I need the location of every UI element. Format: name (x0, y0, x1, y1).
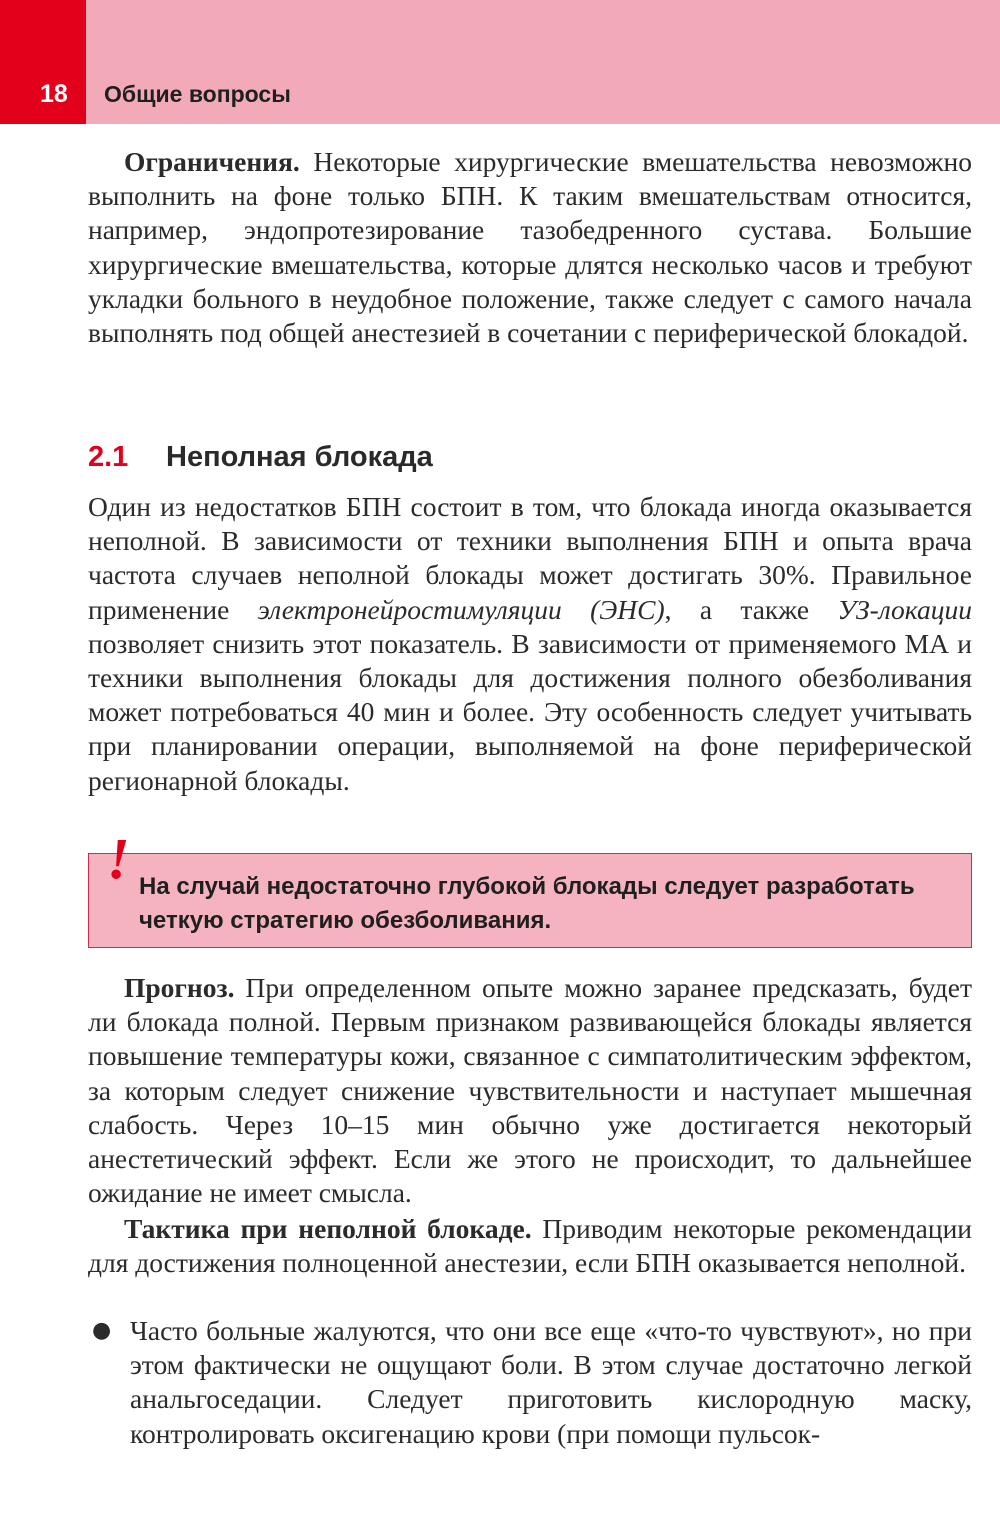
paragraph-body: позволяет снизить этот показатель. В зависимости от применяемого МА и техники выполнения блокады для достижения полного обезболивания может потребоваться 40 мин и более. Эту особенность следует учитывать при планировании операции, выполняемой на фоне периферической регионарной блокады. (88, 627, 972, 796)
page-header (0, 0, 1000, 124)
paragraph-lead: Ограничения. (124, 146, 300, 177)
emphasis-term: электронейростимуляции (ЭНС) (257, 593, 665, 625)
paragraph-body: Приводим некоторые рекомендации для достижения полноценной анестезии, если БПН оказывается неполной. (88, 1213, 972, 1279)
warning-callout (88, 826, 972, 948)
bullet-icon: ● (92, 1318, 112, 1343)
section-title: Неполная блокада (166, 441, 433, 473)
paragraph-prognosis (88, 971, 972, 1210)
running-title: Общие вопросы (104, 81, 291, 107)
paragraph-body: При определенном опыте можно заранее предсказать, будет ли блокада полной. Первым признаком развивающейся блокады является повышение температуры кожи, связанное с симпатолитическим эффектом, за которым следует снижение чувствительности и наступает мышечная слабость. Через 10–15 мин обычно уже достигается некоторый анестетический эффект. Если же этого не происходит, то дальнейшее ожидание не имеет смысла. (88, 972, 972, 1209)
paragraph-incomplete-block (88, 490, 972, 798)
page-number-box (0, 0, 86, 124)
paragraph-lead: Тактика при неполной блокаде. (124, 1213, 532, 1244)
paragraph-limitations (88, 145, 972, 350)
list-item (88, 1314, 972, 1451)
paragraph-lead: Прогноз. (124, 972, 235, 1003)
paragraph-body: , а также (664, 593, 838, 625)
paragraph-body: Некоторые хирургические вмешательства невозможно выполнить на фоне только БПН. К таким вмешательствам относится, например, эндопротезирование тазобедренного сустава. Большие хирургические вмешательства, которые длятся несколько часов и требуют укладки больного в неудобное положение, также следует с самого начала выполнять под общей анестезией в сочетании с периферической блокадой. (88, 146, 972, 349)
emphasis-term: УЗ-локации (837, 593, 972, 625)
exclamation-icon: ! (107, 826, 130, 891)
bullet-list (88, 1314, 972, 1451)
paragraph-body: Один из недостатков БПН состоит в том, что блокада иногда оказывается неполной. В зависимости от техники выполнения БПН и опыта врача частота случаев неполной блокады может достигать 30%. Правильное применение (88, 491, 972, 625)
page-number: 18 (40, 80, 68, 108)
section-number: 2.1 (88, 441, 129, 473)
callout-text: На случай недостаточно глубокой блокады следует разработать четкую стратегию обезболивания. (139, 873, 915, 934)
paragraph-tactics (88, 1212, 972, 1280)
list-item-text: Часто больные жалуются, что они все еще «что-то чувствуют», но при этом фактически не ощущают боли. В этом случае достаточно легкой анальгоседации. Следует приготовить кислородную маску, контролировать оксигенацию крови (при помощи пульсок- (130, 1315, 972, 1449)
section-heading (88, 441, 433, 474)
